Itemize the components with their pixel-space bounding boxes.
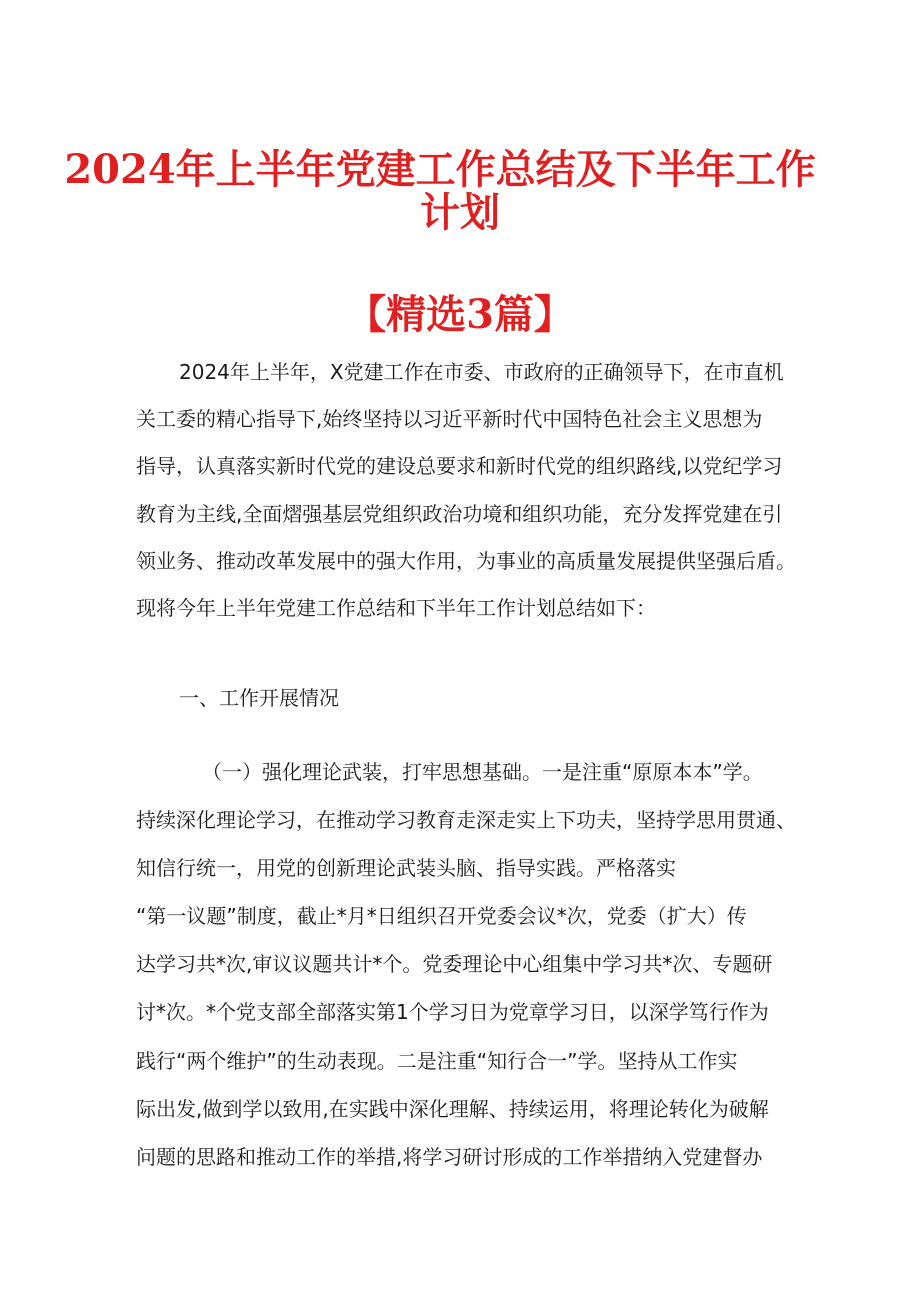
document-title-line-2: 计划: [420, 189, 500, 236]
intro-line: 关工委的精心指导下,始终坚持以习近平新时代中国特色社会主义思想为: [136, 407, 763, 431]
intro-line: 领业务、推动改革发展中的强大作用，为事业的高质量发展提供坚强后盾。: [136, 549, 796, 573]
section-line: 持续深化理论学习，在推动学习教育走深走实上下功夫，坚持学思用贯通、: [136, 808, 796, 832]
section-heading: 一、工作开展情况: [179, 686, 339, 710]
document-title-line-1: 2024年上半年党建工作总结及下半年工作: [64, 146, 816, 193]
intro-line: 现将今年上半年党建工作总结和下半年工作计划总结如下：: [136, 596, 656, 620]
intro-line: 2024年上半年，X党建工作在市委、市政府的正确领导下，在市直机: [179, 360, 784, 384]
section-line: 践行“两个维护”的生动表现。二是注重“知行合一”学。坚持从工作实: [136, 1049, 738, 1073]
section-line: 际出发,做到学以致用,在实践中深化理解、持续运用，将理论转化为破解: [136, 1097, 769, 1121]
section-line: “第一议题”制度，截止*月*日组织召开党委会议*次，党委（扩大）传: [136, 904, 747, 928]
section-line: 讨*次。*个党支部全部落实第1个学习日为党章学习日，以深学笃行作为: [136, 1000, 769, 1024]
section-line: 知信行统一，用党的创新理论武装头脑、指导实践。严格落实: [136, 856, 676, 880]
intro-line: 教育为主线,全面熠强基层党组织政治功境和组织功能，充分发挥党建在引: [136, 502, 783, 526]
section-line: 达学习共*次,审议议题共计*个。党委理论中心组集中学习共*次、专题研: [136, 952, 773, 976]
intro-line: 指导，认真落实新时代党的建设总要求和新时代党的组织路线,以党纪学习: [136, 454, 783, 478]
section-line: （一）强化理论武装，打牢思想基础。一是注重“原原本本”学。: [202, 760, 763, 784]
section-line: 问题的思路和推动工作的举措,将学习研讨形成的工作举措纳入党建督办: [136, 1145, 763, 1169]
document-subtitle: 【精选3篇】: [346, 291, 574, 338]
